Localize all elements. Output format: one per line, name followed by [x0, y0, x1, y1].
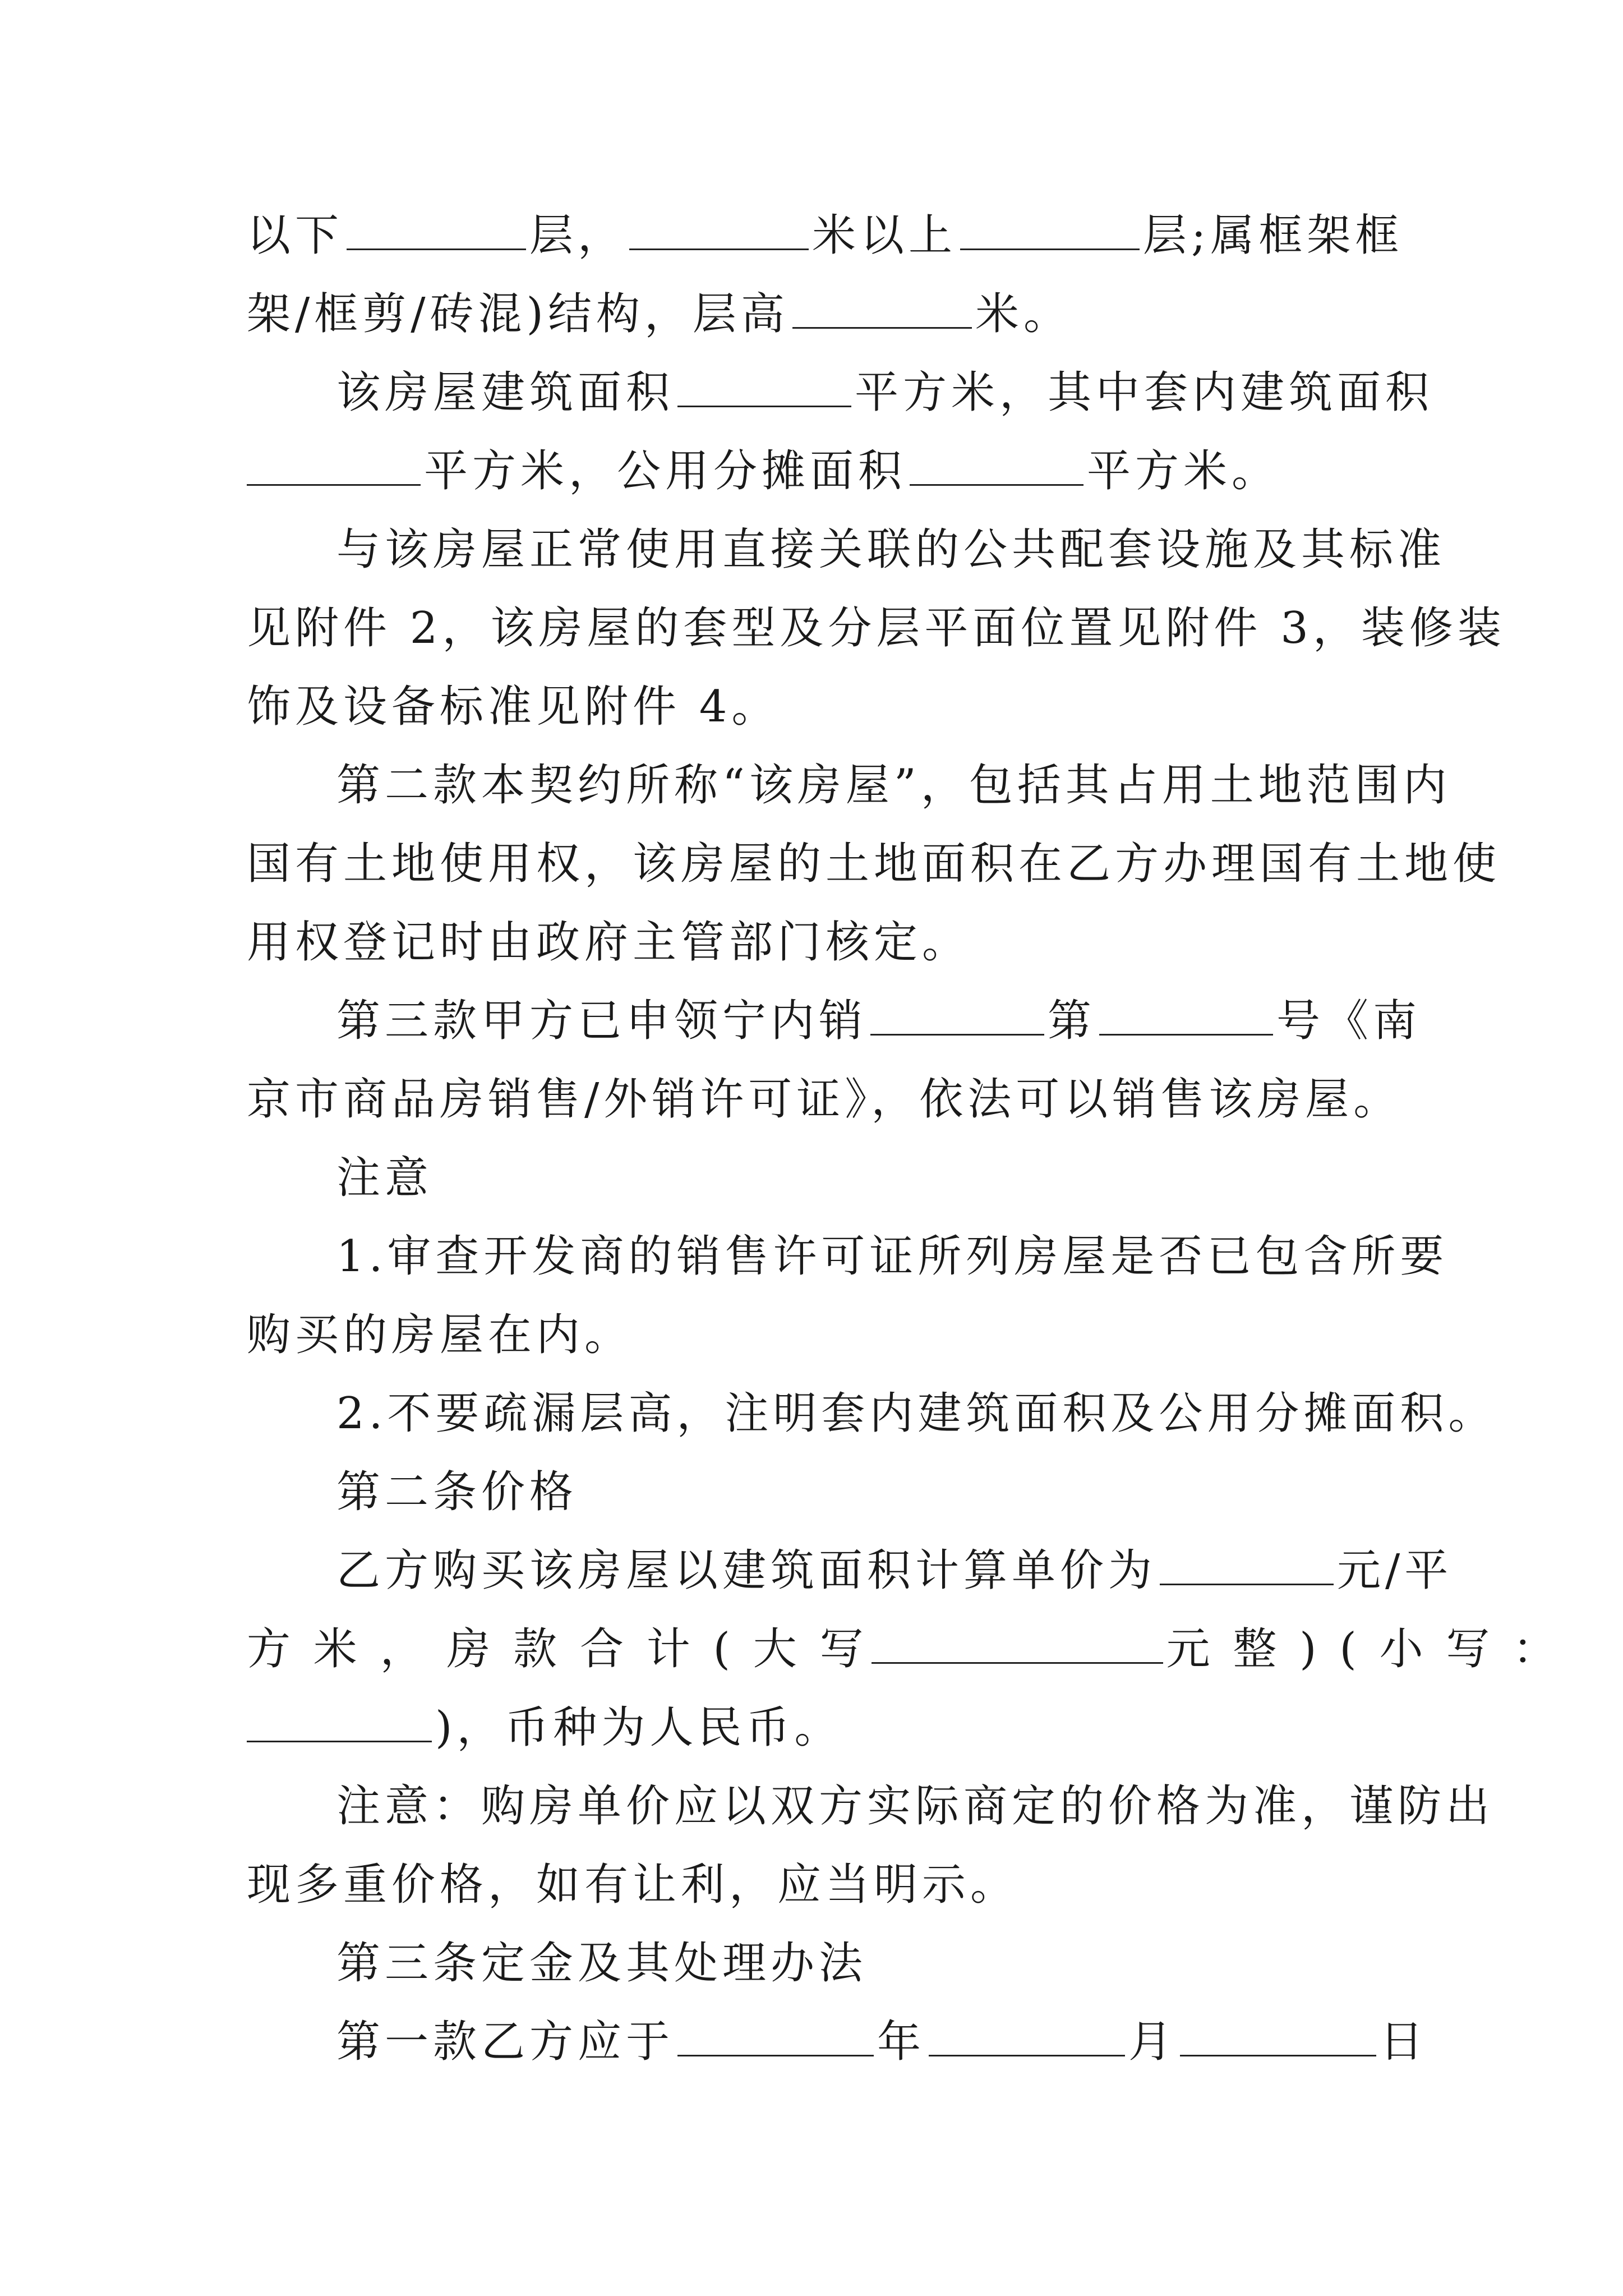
text-line [247, 208, 1403, 264]
text-segment: 层， [529, 210, 626, 261]
text-segment: 元/平 [1337, 1545, 1453, 1596]
text-segment: 饰及设备标准见附件 4。 [247, 682, 780, 732]
text-line [336, 757, 1451, 813]
text-segment: 第三款甲方已申领宁内销 [336, 996, 868, 1046]
text-segment: 方 米 ， 房 款 合 计 ( 大 写 [247, 1624, 868, 1674]
text-segment: 现多重价格，如有让利，应当明示。 [247, 1860, 1019, 1910]
text-segment: 注意：购房单价应以双方实际商定的价格为准，谨防出 [336, 1781, 1495, 1832]
text-segment: 购买的房屋在内。 [247, 1310, 633, 1360]
text-line [247, 286, 1072, 342]
text-segment: 注意 [336, 1153, 434, 1203]
fill-blank [629, 209, 809, 250]
text-segment: 号《南 [1276, 996, 1422, 1046]
text-line [247, 443, 1280, 499]
text-line [336, 2014, 1428, 2070]
text-line [247, 836, 1501, 892]
fill-blank [872, 1623, 1163, 1664]
fill-blank [347, 209, 526, 250]
text-line [247, 1307, 633, 1363]
fill-blank [910, 445, 1083, 486]
text-line [336, 1543, 1453, 1599]
fill-blank [870, 995, 1044, 1036]
fill-blank [929, 2016, 1125, 2056]
text-segment: 1.审查开发商的销售许可证所列房屋是否已包含所要 [336, 1231, 1449, 1282]
text-segment: 第二条价格 [336, 1467, 578, 1517]
text-line [247, 1700, 842, 1756]
text-segment: 国有土地使用权，该房屋的土地面积在乙方办理国有土地使 [247, 839, 1501, 889]
text-line [336, 1778, 1494, 1834]
fill-blank [247, 445, 421, 486]
section-heading [336, 1150, 433, 1206]
text-segment: 见附件 2，该房屋的套型及分层平面位置见附件 3，装修装 [247, 603, 1506, 654]
text-segment: 米。 [975, 289, 1072, 339]
text-segment: 架/框剪/砖混)结构，层高 [247, 289, 789, 339]
fill-blank [677, 366, 851, 407]
text-segment: 2.不要疏漏层高，注明套内建筑面积及公用分摊面积。 [336, 1388, 1497, 1439]
section-heading [336, 1464, 578, 1520]
text-line [247, 679, 780, 735]
text-segment: 日 [1380, 2017, 1428, 2067]
text-segment: 平方米。 [1087, 446, 1280, 496]
text-line [336, 365, 1433, 421]
text-segment: 用权登记时由政府主管部门核定。 [247, 917, 971, 968]
fill-blank [960, 209, 1140, 250]
text-segment: 层;属框架框 [1143, 210, 1404, 261]
text-segment: 月 [1128, 2017, 1177, 2067]
text-segment: )，币种为人民币。 [435, 1703, 843, 1753]
section-heading [336, 1935, 867, 1991]
text-line [247, 600, 1506, 656]
fill-blank [1160, 1544, 1334, 1585]
text-segment: 米以上 [812, 210, 957, 261]
text-segment: 平方米，其中套内建筑面积 [855, 367, 1434, 418]
text-segment: 该房屋建筑面积 [336, 367, 675, 418]
text-line [336, 1386, 1496, 1442]
text-segment: 年 [877, 2017, 926, 2067]
text-segment: 与该房屋正常使用直接关联的公共配套设施及其标准 [336, 524, 1446, 575]
fill-blank [247, 1701, 432, 1742]
text-segment: 第三条定金及其处理办法 [336, 1938, 868, 1989]
text-segment: 第一款乙方应于 [336, 2017, 675, 2067]
text-segment: 第二款本契约所称“该房屋”，包括其占用土地范围内 [336, 760, 1451, 811]
text-line [247, 1857, 1018, 1913]
text-segment: 以下 [247, 210, 344, 261]
text-segment: 平方米，公用分摊面积 [424, 446, 907, 496]
text-line [336, 1228, 1448, 1285]
fill-blank [1099, 995, 1273, 1036]
text-line [247, 1071, 1401, 1128]
text-segment: 京市商品房销售/外销许可证》，依法可以销售该房屋。 [247, 1074, 1402, 1125]
text-segment: 元 整 ) ( 小 写 ： [1166, 1624, 1561, 1674]
fill-blank [677, 2016, 874, 2056]
text-line [247, 914, 970, 970]
fill-blank [792, 288, 972, 329]
text-line [247, 1621, 1561, 1677]
text-segment: 第 [1048, 996, 1096, 1046]
fill-blank [1180, 2016, 1376, 2056]
text-line [336, 522, 1446, 578]
text-segment: 乙方购买该房屋以建筑面积计算单价为 [336, 1545, 1157, 1596]
text-line [336, 993, 1421, 1049]
